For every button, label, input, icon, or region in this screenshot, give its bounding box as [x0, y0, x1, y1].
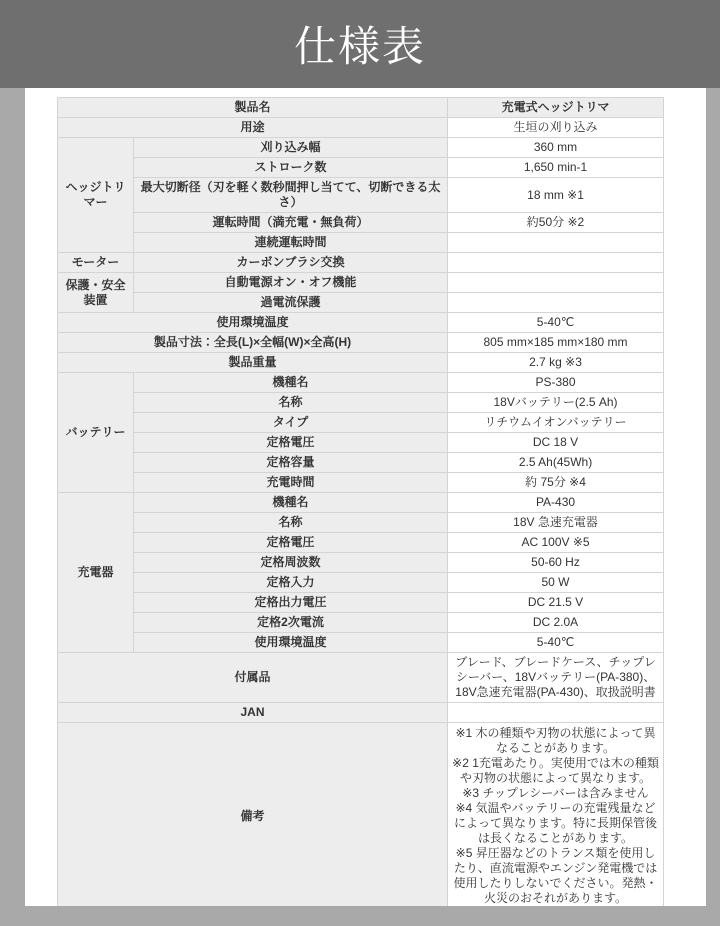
spec-value-cell: 生垣の刈り込み: [448, 118, 664, 138]
title-banner: [0, 0, 720, 88]
spec-category-cell: バッテリー: [58, 373, 134, 493]
spec-label-cell: 自動電源オン・オフ機能: [134, 273, 448, 293]
spec-label-cell: 名称: [134, 513, 448, 533]
spec-row: [58, 433, 664, 453]
spec-label-cell: 製品重量: [58, 353, 448, 373]
spec-label-cell: 機種名: [134, 493, 448, 513]
spec-row: [58, 653, 664, 703]
remark-line: ※3 チップレシーバーは含みません: [462, 786, 649, 800]
spec-row: [58, 233, 664, 253]
spec-value-cell: 805 mm×185 mm×180 mm: [448, 333, 664, 353]
spec-row: [58, 703, 664, 723]
spec-row: [58, 633, 664, 653]
spec-row: [58, 393, 664, 413]
spec-row: [58, 353, 664, 373]
spec-value-cell: PS-380: [448, 373, 664, 393]
spec-value-cell: PA-430: [448, 493, 664, 513]
spec-value-cell: [448, 723, 664, 907]
spec-value-cell: 充電式ヘッジトリマ: [448, 98, 664, 118]
spec-row: [58, 373, 664, 393]
spec-value-cell: 5-40℃: [448, 633, 664, 653]
spec-row: [58, 533, 664, 553]
spec-row: [58, 293, 664, 313]
spec-category-cell: モーター: [58, 253, 134, 273]
spec-row: [58, 158, 664, 178]
spec-value-cell: DC 18 V: [448, 433, 664, 453]
spec-label-cell: 過電流保護: [134, 293, 448, 313]
spec-row: [58, 613, 664, 633]
spec-row: [58, 333, 664, 353]
spec-row: [58, 313, 664, 333]
spec-value-cell: 2.7 kg ※3: [448, 353, 664, 373]
spec-value-cell: 約 75分 ※4: [448, 473, 664, 493]
spec-row: [58, 453, 664, 473]
spec-row: [58, 178, 664, 213]
remark-line: ※1 木の種類や刃物の状態によって異なることがあります。: [455, 726, 656, 755]
spec-value-cell: DC 2.0A: [448, 613, 664, 633]
spec-label-cell: 連続運転時間: [134, 233, 448, 253]
spec-value-cell: DC 21.5 V: [448, 593, 664, 613]
spec-value-cell: 50-60 Hz: [448, 553, 664, 573]
spec-label-cell: 充電時間: [134, 473, 448, 493]
spec-label-cell: 定格周波数: [134, 553, 448, 573]
spec-value-cell: [448, 293, 664, 313]
spec-label-cell: 使用環境温度: [134, 633, 448, 653]
spec-label-cell: 定格容量: [134, 453, 448, 473]
spec-row: [58, 138, 664, 158]
spec-label-cell: 刈り込み幅: [134, 138, 448, 158]
spec-value-cell: 5-40℃: [448, 313, 664, 333]
spec-table-body: [58, 98, 664, 907]
spec-label-cell: 定格入力: [134, 573, 448, 593]
spec-row: [58, 118, 664, 138]
spec-row: [58, 513, 664, 533]
spec-value-cell: リチウムイオンバッテリー: [448, 413, 664, 433]
spec-label-cell: 最大切断径（刃を軽く数秒間押し当てて、切断できる太さ）: [134, 178, 448, 213]
spec-row: [58, 473, 664, 493]
remark-line: ※4 気温やバッテリーの充電残量などによって異なります。特に長期保管後は長くなることがあります。: [453, 801, 658, 845]
page-title: 仕様表: [293, 23, 426, 70]
spec-value-cell: AC 100V ※5: [448, 533, 664, 553]
spec-label-cell: 機種名: [134, 373, 448, 393]
spec-label-cell: 運転時間（満充電・無負荷）: [134, 213, 448, 233]
spec-label-cell: 使用環境温度: [58, 313, 448, 333]
spec-label-cell: 用途: [58, 118, 448, 138]
spec-category-cell: 保護・安全装置: [58, 273, 134, 313]
spec-label-cell: 定格出力電圧: [134, 593, 448, 613]
spec-row: [58, 553, 664, 573]
spec-row: [58, 723, 664, 907]
spec-value-cell: [448, 703, 664, 723]
spec-value-cell: ブレード、ブレードケース、チップレシーバー、18Vバッテリー(PA-380)、18V急速充電器(PA-430)、取扱説明書: [448, 653, 664, 703]
spec-value-cell: [448, 253, 664, 273]
spec-value-cell: 18V 急速充電器: [448, 513, 664, 533]
spec-label-cell: 製品寸法：全長(L)×全幅(W)×全高(H): [58, 333, 448, 353]
spec-value-cell: [448, 273, 664, 293]
spec-row: [58, 273, 664, 293]
spec-label-cell: 備考: [58, 723, 448, 907]
spec-value-cell: 1,650 min-1: [448, 158, 664, 178]
spec-value-cell: 360 mm: [448, 138, 664, 158]
spec-value-cell: 約50分 ※2: [448, 213, 664, 233]
spec-value-cell: 18Vバッテリー(2.5 Ah): [448, 393, 664, 413]
spec-label-cell: ストローク数: [134, 158, 448, 178]
spec-label-cell: カーボンブラシ交換: [134, 253, 448, 273]
spec-label-cell: 製品名: [58, 98, 448, 118]
spec-row: [58, 593, 664, 613]
spec-label-cell: 定格2次電流: [134, 613, 448, 633]
spec-value-cell: 18 mm ※1: [448, 178, 664, 213]
spec-table: [57, 97, 664, 906]
spec-row: [58, 413, 664, 433]
spec-value-cell: [448, 233, 664, 253]
spec-label-cell: JAN: [58, 703, 448, 723]
spec-label-cell: 定格電圧: [134, 533, 448, 553]
content-panel: [25, 88, 706, 906]
spec-category-cell: 充電器: [58, 493, 134, 653]
spec-row: [58, 253, 664, 273]
spec-value-cell: 50 W: [448, 573, 664, 593]
spec-label-cell: タイプ: [134, 413, 448, 433]
spec-row: [58, 213, 664, 233]
spec-value-cell: 2.5 Ah(45Wh): [448, 453, 664, 473]
spec-category-cell: ヘッジトリマー: [58, 138, 134, 253]
spec-row: [58, 573, 664, 593]
spec-label-cell: 付属品: [58, 653, 448, 703]
spec-label-cell: 定格電圧: [134, 433, 448, 453]
spec-label-cell: 名称: [134, 393, 448, 413]
remark-line: ※2 1充電あたり。実使用では木の種類や刃物の状態によって異なります。: [452, 756, 659, 785]
spec-row: [58, 493, 664, 513]
spec-row: [58, 98, 664, 118]
remark-line: ※5 昇圧器などのトランス類を使用したり、直流電源やエンジン発電機では使用したりしないでください。発熱・火災のおそれがあります。: [453, 846, 658, 905]
